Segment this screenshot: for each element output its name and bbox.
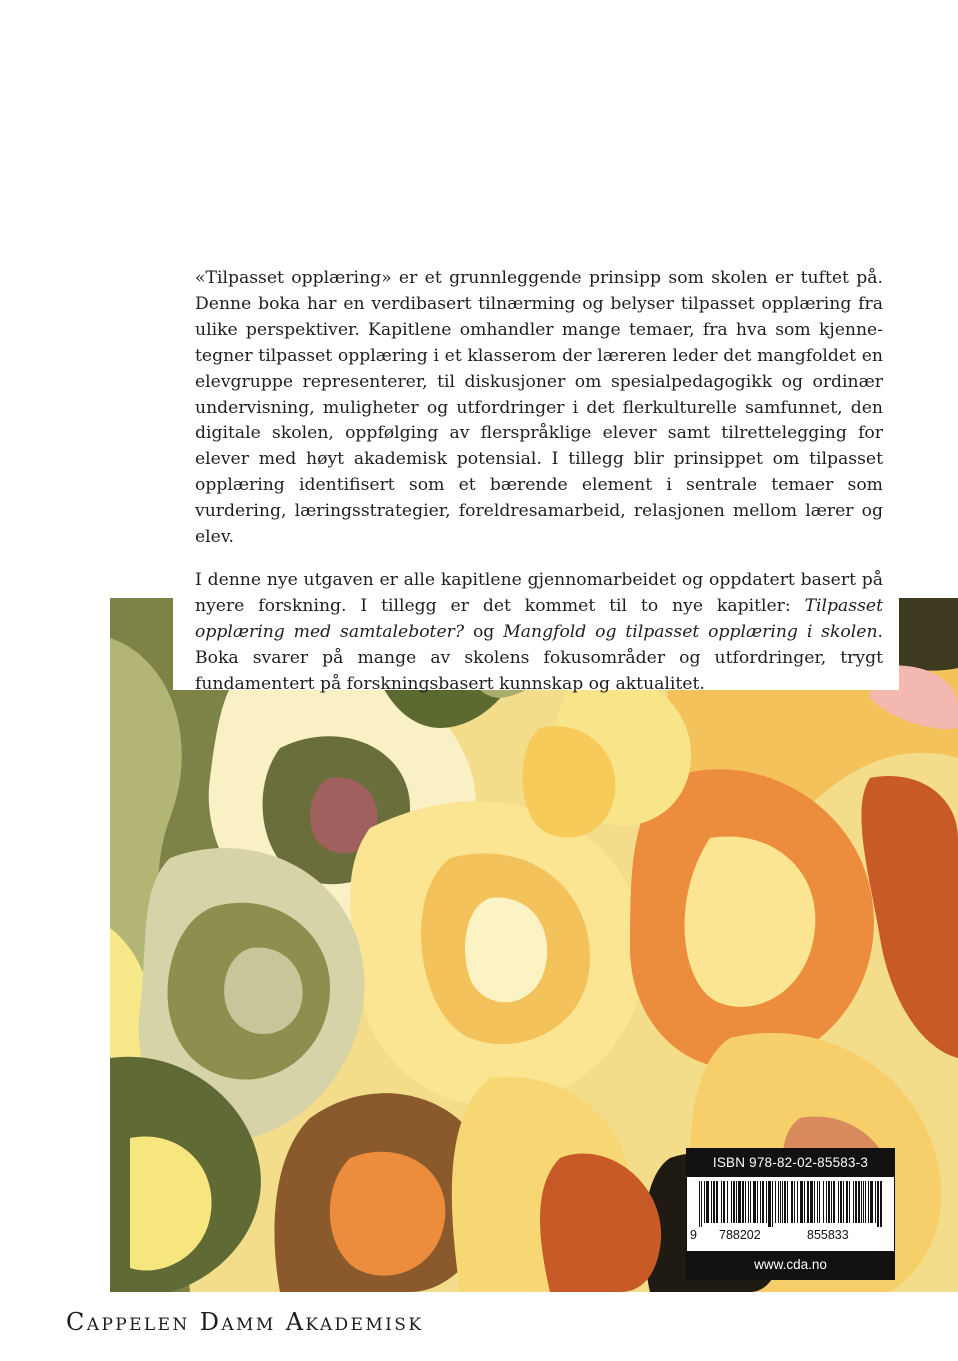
barcode-bar <box>787 1181 788 1223</box>
barcode-bar <box>750 1181 751 1223</box>
barcode-bar <box>831 1181 832 1223</box>
blurb-paragraph-1: «Tilpasset opplæring» er et grunnleggende prinsipp som skolen er tuftet på. Denne boka har en verdibasert tilnærming og belyser tilpasset opplæring fra ulike perspektiver. Kapitlene omhandler mange temaer, fra hva som kjennetegner tilpasset opplæring i et klasserom der læreren leder det mangfoldet en elevgruppe representerer, til diskusjoner om spesialpedagogikk og ordinær undervisning, muligheter og utfordringer i det flerkulturelle samfunnet, den digitale skolen, oppfølging av flerspråklige elever samt tilrettelegging for elever med høyt akademisk potensial. I tillegg blir prinsippet om tilpasset opplæring identifisert som et bærende element i sentrale temaer som vurdering, læringsstrategier, foreldresamarbeid, relasjonen mellom lærer og elev. <box>195 268 883 548</box>
barcode-bar <box>766 1181 767 1223</box>
barcode-bar <box>846 1181 848 1223</box>
barcode-bar <box>877 1181 879 1227</box>
barcode-bar <box>875 1181 876 1223</box>
blurb-paragraph-2-between: og <box>464 621 504 642</box>
barcode-bar <box>800 1181 803 1223</box>
barcode-bar <box>823 1181 824 1223</box>
barcode-bar <box>797 1181 798 1223</box>
blurb-panel <box>173 258 899 694</box>
barcode-bar <box>807 1181 809 1223</box>
barcode-bar <box>733 1181 735 1223</box>
barcode-bar <box>748 1181 749 1223</box>
barcode-bar <box>701 1181 702 1227</box>
barcode-bar <box>855 1181 857 1223</box>
isbn-number: ISBN 978-82-02-85583-3 <box>687 1149 894 1177</box>
barcode-bar <box>713 1181 715 1223</box>
barcode-bar <box>810 1181 813 1223</box>
barcode-bar <box>826 1181 827 1223</box>
barcode-bar <box>833 1181 835 1223</box>
barcode-bar <box>711 1181 712 1223</box>
barcode-bar <box>757 1181 758 1223</box>
new-chapter-title-1: Tilpasset opplæring med samtaleboter? <box>195 595 883 642</box>
barcode-bar <box>704 1181 705 1223</box>
barcode-bar <box>760 1181 761 1223</box>
barcode-bar <box>706 1181 709 1223</box>
barcode-bar <box>868 1181 869 1223</box>
barcode-bar <box>745 1181 746 1223</box>
barcode-bar <box>817 1181 818 1223</box>
barcode-bar <box>853 1181 854 1223</box>
blurb-paragraph-2 <box>195 568 883 698</box>
barcode-bar <box>784 1181 786 1223</box>
barcode-bar <box>840 1181 842 1223</box>
publisher-logo: Cappelen Damm Akademisk <box>66 1308 424 1336</box>
barcode-bars <box>699 1181 882 1227</box>
barcode-bar <box>865 1181 866 1223</box>
barcode-bar <box>772 1181 773 1227</box>
barcode-bar <box>731 1181 732 1223</box>
barcode-bar <box>768 1181 771 1227</box>
barcode-bar <box>736 1181 737 1223</box>
barcode-digits <box>687 1228 894 1246</box>
barcode-bar <box>804 1181 805 1223</box>
barcode-digit-group-2: 855833 <box>807 1228 849 1242</box>
blurb-paragraph-2-end: . Boka svarer på mange av skolens fokusområder og utfordringer, trygt fundamentert på forskningsbasert kunnskap og aktualitet. <box>195 621 883 694</box>
barcode-bar <box>843 1181 844 1223</box>
barcode-bar <box>778 1181 779 1223</box>
barcode-digit-first: 9 <box>690 1228 697 1242</box>
barcode-bar <box>819 1181 820 1223</box>
barcode-bar <box>782 1181 783 1223</box>
barcode-bar <box>838 1181 839 1223</box>
barcode-bar <box>858 1181 860 1223</box>
barcode-bar <box>861 1181 862 1223</box>
isbn-barcode-box <box>686 1148 895 1280</box>
barcode-bar <box>738 1181 741 1223</box>
barcode-bar <box>780 1181 781 1223</box>
barcode-bar <box>814 1181 815 1223</box>
barcode-bar <box>727 1181 728 1223</box>
barcode-bar <box>742 1181 744 1223</box>
barcode-bar <box>880 1181 882 1227</box>
new-chapter-title-2: Mangfold og tilpasset opplæring i skolen <box>503 621 878 642</box>
barcode-bar <box>716 1181 718 1223</box>
barcode-bar <box>794 1181 795 1223</box>
publisher-url: www.cda.no <box>687 1251 894 1279</box>
barcode-digit-group-1: 788202 <box>719 1228 761 1242</box>
barcode-bar <box>849 1181 850 1223</box>
barcode-bar <box>762 1181 764 1223</box>
barcode-bar <box>775 1181 776 1223</box>
barcode-bar <box>870 1181 873 1223</box>
barcode-bar <box>753 1181 756 1223</box>
barcode-bar <box>828 1181 830 1223</box>
blurb-paragraph-2-start: I denne nye utgaven er alle kapitlene gjennomarbeidet og oppdatert basert på nyere forskning. I tillegg er det kommet til to nye kapitler: <box>195 569 883 616</box>
barcode-bar <box>863 1181 864 1223</box>
barcode-bar <box>699 1181 700 1227</box>
barcode-bar <box>721 1181 722 1223</box>
barcode-bar <box>791 1181 793 1223</box>
barcode-bar <box>723 1181 725 1223</box>
